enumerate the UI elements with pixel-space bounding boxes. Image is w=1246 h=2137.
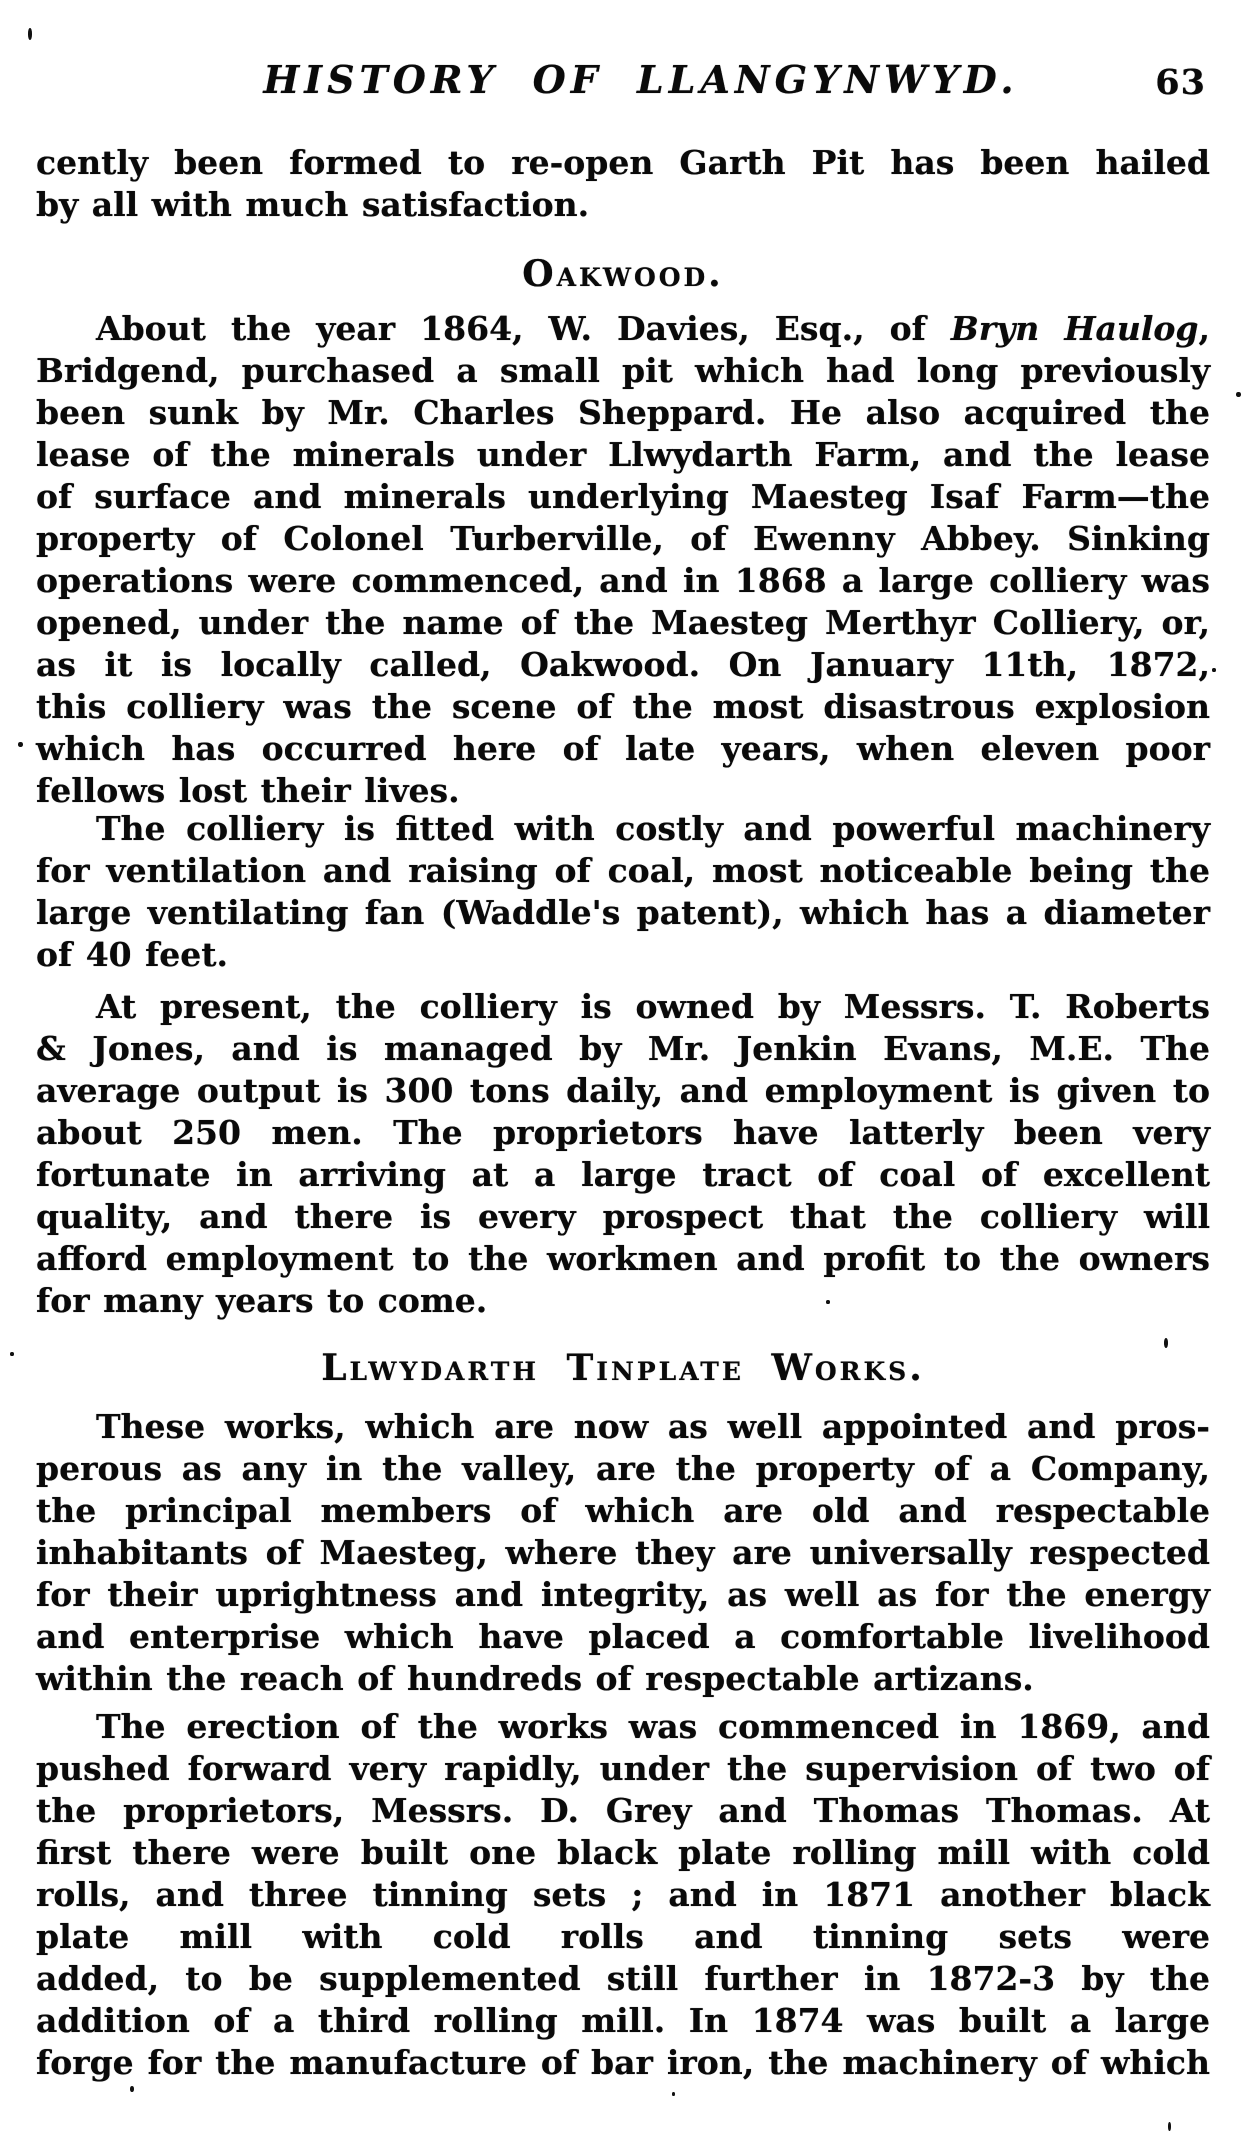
text-line: about 250 men. The proprietors have latterly been very xyxy=(36,1113,1210,1152)
text-line: fortunate in arriving at a large tract of coal of excellent xyxy=(36,1155,1210,1194)
text-line: cently been formed to re-open Garth Pit has been hailed xyxy=(36,143,1210,182)
text-line: At present, the colliery is owned by Messrs. T. Roberts xyxy=(96,987,1210,1026)
paragraph xyxy=(36,808,1210,976)
text-segment: About the year 1864, W. Davies, Esq., of xyxy=(96,309,951,348)
text-line: of 40 feet. xyxy=(36,935,229,974)
scan-speck xyxy=(1236,392,1241,397)
text-line: plate mill with cold rolls and tinning sets were xyxy=(36,1917,1210,1956)
section-heading-llwydarth-tinplate-works: Llwydarth Tinplate Works. xyxy=(321,1347,925,1389)
text-line: & Jones, and is managed by Mr. Jenkin Evans, M.E. The xyxy=(36,1029,1210,1068)
text-line: been sunk by Mr. Charles Sheppard. He also acquired the xyxy=(36,393,1210,432)
text-line: for their uprightness and integrity, as well as for the energy xyxy=(36,1575,1210,1614)
paragraph xyxy=(36,1706,1210,2084)
section-heading-oakwood: Oakwood. xyxy=(522,253,724,295)
text-line: The erection of the works was commenced in 1869, and xyxy=(96,1707,1210,1746)
scan-speck xyxy=(1164,1338,1168,1348)
page-number: 63 xyxy=(1155,62,1206,103)
paragraph xyxy=(36,142,1210,226)
text-line: for many years to come. xyxy=(36,1281,488,1320)
text-line: added, to be supplemented still further in 1872-3 by the xyxy=(36,1959,1210,1998)
text-line: forge for the manufacture of bar iron, the machinery of which xyxy=(36,2043,1210,2082)
text-line xyxy=(36,308,1210,350)
italic-text: Bryn Haulog xyxy=(950,309,1199,348)
text-line: perous as any in the valley, are the property of a Company, xyxy=(36,1449,1210,1488)
text-line: average output is 300 tons daily, and employment is given to xyxy=(36,1071,1210,1110)
text-line: of surface and minerals underlying Maesteg Isaf Farm—the xyxy=(36,477,1210,516)
scan-speck xyxy=(10,1352,14,1356)
text-line: operations were commenced, and in 1868 a large colliery was xyxy=(36,561,1210,600)
text-line: opened, under the name of the Maesteg Merthyr Colliery, or, xyxy=(36,603,1210,642)
scan-speck xyxy=(1212,668,1216,672)
paragraph xyxy=(36,1406,1210,1700)
text-line: which has occurred here of late years, when eleven poor xyxy=(36,729,1210,768)
text-line: large ventilating fan (Waddle's patent), which has a diameter xyxy=(36,893,1210,932)
scan-speck xyxy=(826,1300,830,1304)
page-title: HISTORY OF LLANGYNWYD. xyxy=(263,57,1019,102)
text-line: rolls, and three tinning sets ; and in 1871 another black xyxy=(36,1875,1210,1914)
text-line: Bridgend, purchased a small pit which had long previously xyxy=(36,351,1210,390)
text-line: for ventilation and raising of coal, most noticeable being the xyxy=(36,851,1210,890)
text-line: and enterprise which have placed a comfortable livelihood xyxy=(36,1617,1210,1656)
text-line: quality, and there is every prospect that the colliery will xyxy=(36,1197,1210,1236)
text-line: first there were built one black plate rolling mill with cold xyxy=(36,1833,1210,1872)
text-line: pushed forward very rapidly, under the supervision of two of xyxy=(36,1749,1210,1788)
text-line: the proprietors, Messrs. D. Grey and Thomas Thomas. At xyxy=(36,1791,1210,1830)
text-line: by all with much satisfaction. xyxy=(36,185,590,224)
text-line: lease of the minerals under Llwydarth Farm, and the lease xyxy=(36,435,1210,474)
text-line: fellows lost their lives. xyxy=(36,771,460,810)
paragraph xyxy=(36,308,1210,812)
scan-speck xyxy=(18,742,23,747)
text-line: as it is locally called, Oakwood. On January 11th, 1872, xyxy=(36,645,1210,684)
text-line: afford employment to the workmen and profit to the owners xyxy=(36,1239,1210,1278)
text-line: These works, which are now as well appointed and pros- xyxy=(96,1407,1210,1446)
text-line: addition of a third rolling mill. In 1874 was built a large xyxy=(36,2001,1210,2040)
running-header xyxy=(36,54,1210,106)
paragraph xyxy=(36,986,1210,1322)
scan-speck xyxy=(28,28,32,40)
scan-speck xyxy=(672,2092,675,2096)
text-line: within the reach of hundreds of respectable artizans. xyxy=(36,1659,1034,1698)
text-line: the principal members of which are old and respectable xyxy=(36,1491,1210,1530)
scan-speck xyxy=(130,2086,134,2092)
text-line: inhabitants of Maesteg, where they are universally respected xyxy=(36,1533,1210,1572)
text-line: The colliery is fitted with costly and powerful machinery xyxy=(96,809,1210,848)
text-line: this colliery was the scene of the most disastrous explosion xyxy=(36,687,1210,726)
scan-speck xyxy=(1168,2122,1171,2131)
text-line: property of Colonel Turberville, of Ewenny Abbey. Sinking xyxy=(36,519,1210,558)
text-segment: , xyxy=(1198,309,1210,348)
